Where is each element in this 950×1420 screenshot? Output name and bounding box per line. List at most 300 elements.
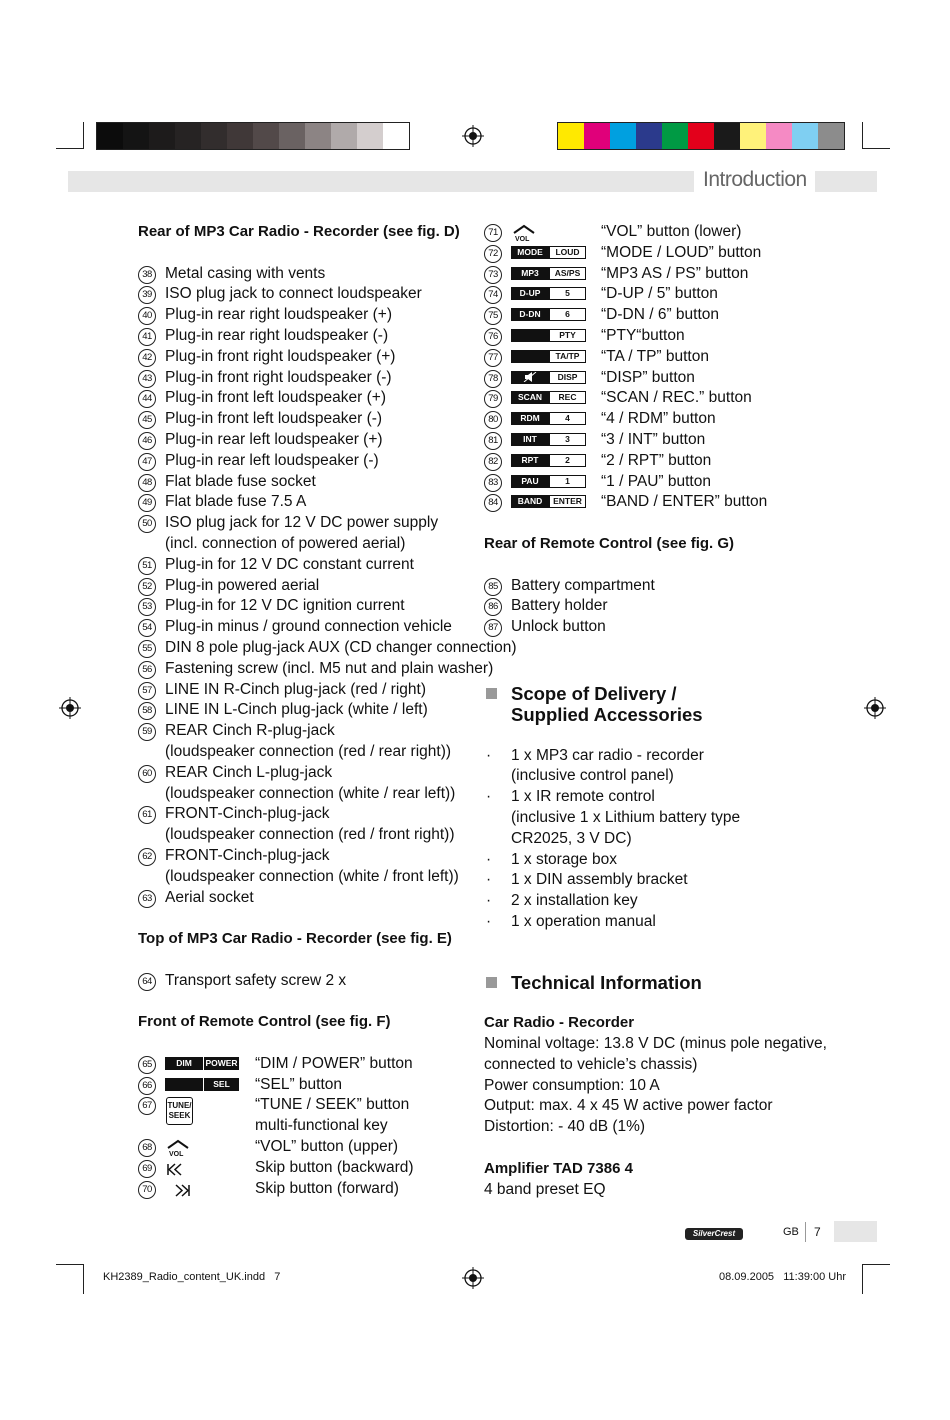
control-item	[484, 347, 884, 368]
item-text: (inclusive 1 x Lithium battery type	[511, 808, 741, 826]
button-label-secondary: REC	[549, 391, 586, 404]
section-title: Introduction	[703, 168, 807, 191]
list-item	[138, 513, 473, 555]
control-text: “MP3 AS / PS” button	[601, 264, 749, 282]
button-label-icon	[511, 350, 586, 363]
button-label-secondary: DISP	[549, 371, 586, 384]
control-text: “PTY“button	[601, 326, 685, 344]
control-item	[484, 430, 884, 451]
color-swatch	[688, 123, 714, 149]
control-item	[484, 492, 884, 513]
control-text: “1 / PAU” button	[601, 472, 711, 490]
control-text: “VOL” button (lower)	[601, 223, 742, 240]
item-number: 84	[484, 494, 502, 512]
item-text: Battery compartment	[511, 576, 655, 594]
item-text-continued: (incl. connection of powered aerial)	[165, 534, 406, 552]
control-item	[484, 243, 884, 264]
button-label-primary	[165, 1078, 203, 1091]
button-label-icon	[511, 495, 586, 508]
control-text: “SEL” button	[255, 1075, 343, 1093]
list-item	[138, 284, 473, 305]
button-label-primary: MP3	[511, 267, 549, 280]
list-item	[138, 617, 473, 638]
button-label-icon	[511, 475, 586, 488]
page-divider	[805, 1222, 806, 1242]
item-text: ISO plug jack for 12 V DC power supply	[165, 514, 439, 532]
registration-mark-icon	[59, 697, 81, 719]
button-label-primary: MODE	[511, 246, 549, 259]
gray-swatch	[227, 123, 253, 149]
gray-swatch	[123, 123, 149, 149]
control-text: “TA / TP” button	[601, 347, 709, 365]
gray-swatch	[305, 123, 331, 149]
item-number: 73	[484, 266, 502, 284]
button-label-primary	[511, 329, 549, 342]
item-number: 78	[484, 370, 502, 388]
print-date: 08.09.2005 11:39:00 Uhr	[719, 1271, 847, 1283]
button-label-icon	[511, 433, 586, 446]
item-text: 1 x operation manual	[511, 912, 656, 930]
control-item	[484, 264, 884, 285]
list-item	[138, 409, 473, 430]
item-number: 38	[138, 266, 156, 284]
control-item	[138, 1095, 473, 1137]
list-item	[138, 492, 473, 513]
button-label-icon	[511, 287, 586, 300]
item-number: 86	[484, 598, 502, 616]
item-number: 54	[138, 619, 156, 637]
list-item	[138, 846, 473, 888]
list-item	[138, 763, 473, 805]
item-number: 39	[138, 286, 156, 304]
tech-title-text: Technical Information	[511, 971, 702, 993]
list-item	[484, 850, 884, 871]
item-number: 77	[484, 349, 502, 367]
scope-list	[484, 746, 884, 933]
list-item	[138, 721, 473, 763]
item-text: DIN 8 pole plug-jack AUX (CD changer connection)	[165, 638, 517, 656]
control-item	[484, 368, 884, 389]
file-name: KH2389_Radio_content_UK.indd 7	[103, 1271, 281, 1283]
control-text: “BAND / ENTER” button	[601, 493, 768, 511]
button-label-primary: PAU	[511, 475, 549, 488]
page-number: 7	[814, 1225, 821, 1239]
item-number: 81	[484, 432, 502, 450]
button-label-primary: D-DN	[511, 308, 549, 321]
button-label-primary: RPT	[511, 454, 549, 467]
list-item	[484, 617, 884, 638]
list-item	[138, 305, 473, 326]
bullet-dot: ·	[486, 892, 492, 910]
button-label-icon	[511, 267, 586, 280]
item-number: 62	[138, 848, 156, 866]
crop-mark	[83, 1264, 84, 1294]
control-item	[484, 284, 884, 305]
button-label-icon	[511, 391, 586, 404]
button-label-secondary: 5	[549, 287, 586, 300]
item-number: 59	[138, 723, 156, 741]
item-number: 82	[484, 453, 502, 471]
scope-title	[484, 683, 884, 725]
list-item	[138, 680, 473, 701]
crop-mark	[56, 148, 84, 149]
list-item	[484, 576, 884, 597]
car-radio-specs	[484, 1034, 884, 1138]
item-text-continued: (loudspeaker connection (red / rear right))	[165, 742, 452, 760]
right-column	[484, 222, 884, 1200]
color-swatch-bar	[557, 122, 845, 150]
item-text: Plug-in front left loudspeaker (+)	[165, 389, 386, 407]
item-text: LINE IN L-Cinch plug-jack (white / left)	[165, 701, 428, 719]
bullet-dot: ·	[486, 871, 492, 889]
control-item	[484, 222, 884, 243]
item-number: 75	[484, 307, 502, 325]
registration-mark-icon	[462, 1267, 484, 1289]
button-label-primary: D-UP	[511, 287, 549, 300]
item-text: Plug-in minus / ground connection vehicle	[165, 618, 452, 636]
bullet-dot: ·	[486, 788, 492, 806]
page-number-band	[834, 1221, 877, 1242]
button-label-primary: DIM	[165, 1057, 203, 1070]
skip-backward-icon	[166, 1162, 186, 1175]
gray-swatch	[201, 123, 227, 149]
control-item	[484, 472, 884, 493]
list-item	[138, 888, 473, 909]
item-number: 66	[138, 1077, 156, 1095]
control-text: Skip button (forward)	[255, 1179, 399, 1197]
list-item	[484, 787, 884, 849]
gray-swatch	[149, 123, 175, 149]
item-number: 58	[138, 702, 156, 720]
spec-line: Distortion: - 40 dB (1%)	[484, 1118, 646, 1136]
button-label-secondary: 6	[549, 308, 586, 321]
button-label-icon	[511, 412, 586, 425]
list-item	[138, 596, 473, 617]
square-bullet-icon	[486, 977, 497, 988]
spec-line: Output: max. 4 x 45 W active power factor	[484, 1097, 773, 1115]
item-text: FRONT-Cinch-plug-jack	[165, 846, 330, 864]
item-text: Flat blade fuse socket	[165, 472, 316, 490]
header-band	[68, 171, 694, 192]
crop-mark	[56, 1264, 84, 1265]
heading-rear-remote: Rear of Remote Control (see fig. G)	[484, 534, 735, 552]
button-label-secondary: TA/TP	[549, 350, 586, 363]
item-number: 44	[138, 390, 156, 408]
control-item	[484, 451, 884, 472]
item-text: REAR Cinch L-plug-jack	[165, 763, 333, 781]
list-item	[138, 347, 473, 368]
item-number: 51	[138, 557, 156, 575]
list-item	[138, 638, 517, 659]
item-number: 87	[484, 619, 502, 637]
control-text: “SCAN / REC.” button	[601, 389, 752, 407]
button-label-secondary: AS/PS	[549, 267, 586, 280]
volume-icon	[165, 1138, 191, 1159]
item-number: 67	[138, 1097, 156, 1115]
item-text: REAR Cinch R-plug-jack	[165, 722, 335, 740]
control-text: “3 / INT” button	[601, 430, 706, 448]
scope-title-line: Scope of Delivery /	[511, 682, 677, 704]
item-text: (inclusive control panel)	[511, 767, 674, 785]
item-number: 55	[138, 640, 156, 658]
button-label-primary: RDM	[511, 412, 549, 425]
item-number: 45	[138, 411, 156, 429]
item-number: 42	[138, 349, 156, 367]
button-label-secondary: 4	[549, 412, 586, 425]
control-item	[484, 388, 884, 409]
crop-mark	[862, 1264, 890, 1265]
control-text: “D-UP / 5” button	[601, 285, 718, 303]
item-text-continued: (loudspeaker connection (white / rear left))	[165, 784, 456, 802]
control-text: “D-DN / 6” button	[601, 306, 720, 324]
item-number: 60	[138, 765, 156, 783]
list-item	[138, 264, 473, 285]
item-number: 43	[138, 370, 156, 388]
list-item	[138, 451, 473, 472]
item-text: LINE IN R-Cinch plug-jack (red / right)	[165, 680, 426, 698]
color-swatch	[558, 123, 584, 149]
tech-title	[484, 972, 884, 993]
button-label-primary: BAND	[511, 495, 549, 508]
item-text: 1 x storage box	[511, 850, 617, 868]
list-item	[484, 870, 884, 891]
control-text: “4 / RDM” button	[601, 410, 716, 428]
heading-top-radio: Top of MP3 Car Radio - Recorder (see fig. E)	[138, 930, 452, 948]
item-number: 49	[138, 494, 156, 512]
list-item	[138, 971, 473, 992]
control-list	[484, 222, 884, 513]
control-item	[138, 1137, 473, 1158]
item-text: 1 x DIN assembly bracket	[511, 871, 688, 889]
skip-forward-icon	[172, 1183, 192, 1196]
button-label-icon	[165, 1078, 240, 1091]
item-number: 64	[138, 973, 156, 991]
color-swatch	[740, 123, 766, 149]
button-label-icon	[511, 329, 586, 342]
front-remote-list	[138, 1054, 473, 1200]
item-text: 1 x MP3 car radio - recorder	[511, 746, 704, 764]
control-item	[484, 326, 884, 347]
item-number: 72	[484, 245, 502, 263]
item-text: 1 x IR remote control	[511, 788, 655, 806]
item-number: 48	[138, 474, 156, 492]
list-item	[484, 912, 884, 933]
item-number: 46	[138, 432, 156, 450]
item-number: 80	[484, 411, 502, 429]
square-bullet-icon	[486, 688, 497, 699]
amplifier-specs	[484, 1180, 884, 1201]
color-swatch	[584, 123, 610, 149]
item-text: Metal casing with vents	[165, 264, 326, 282]
gray-swatch	[97, 123, 123, 149]
button-label-secondary: PTY	[549, 329, 586, 342]
crop-mark	[83, 122, 84, 149]
crop-mark	[862, 122, 863, 149]
color-swatch	[818, 123, 844, 149]
color-swatch	[662, 123, 688, 149]
item-number: 74	[484, 286, 502, 304]
control-text: “DIM / POWER” button	[255, 1054, 413, 1072]
heading-rear-radio: Rear of MP3 Car Radio - Recorder (see fig. D)	[138, 223, 460, 240]
item-text: Flat blade fuse 7.5 A	[165, 493, 307, 511]
control-text: Skip button (backward)	[255, 1158, 414, 1176]
item-number: 85	[484, 578, 502, 596]
item-number: 56	[138, 661, 156, 679]
item-number: 68	[138, 1139, 156, 1157]
item-text: 2 x installation key	[511, 892, 638, 910]
item-text: Plug-in powered aerial	[165, 576, 320, 594]
color-swatch	[714, 123, 740, 149]
rear-remote-list	[484, 576, 884, 638]
control-text-continued: multi-functional key	[255, 1117, 388, 1135]
button-label-secondary: 1	[549, 475, 586, 488]
item-text-continued: (loudspeaker connection (red / front right))	[165, 826, 455, 844]
item-number: 65	[138, 1056, 156, 1074]
item-number: 53	[138, 598, 156, 616]
list-item	[138, 804, 473, 846]
button-label-secondary: ENTER	[549, 495, 586, 508]
item-number: 52	[138, 578, 156, 596]
spec-line: Nominal voltage: 13.8 V DC (minus pole negative,	[484, 1035, 827, 1053]
color-swatch	[636, 123, 662, 149]
spec-line: connected to vehicle’s chassis)	[484, 1055, 698, 1073]
button-label-primary: INT	[511, 433, 549, 446]
item-text: Plug-in rear right loudspeaker (+)	[165, 306, 393, 324]
item-text-continued: (loudspeaker connection (white / front left))	[165, 867, 459, 885]
list-item	[484, 746, 884, 788]
item-text: Plug-in front right loudspeaker (-)	[165, 368, 392, 386]
bullet-dot: ·	[486, 912, 492, 930]
heading-car-radio: Car Radio - Recorder	[484, 1014, 635, 1032]
item-number: 50	[138, 515, 156, 533]
registration-mark-icon	[462, 125, 484, 147]
brand-logo: SilverCrest	[685, 1228, 743, 1240]
list-item	[138, 388, 473, 409]
item-text: Transport safety screw 2 x	[165, 971, 347, 989]
button-label-secondary: 3	[549, 433, 586, 446]
item-text: Plug-in for 12 V DC ignition current	[165, 597, 405, 615]
volume-icon-label: VOL	[515, 236, 530, 243]
gray-swatch	[331, 123, 357, 149]
gray-swatch-bar	[96, 122, 410, 150]
list-item	[484, 596, 884, 617]
button-label-secondary: LOUD	[549, 246, 586, 259]
button-label-icon	[511, 371, 586, 384]
header-band-right	[815, 171, 877, 192]
gray-swatch	[383, 123, 409, 149]
heading-front-remote: Front of Remote Control (see fig. F)	[138, 1013, 391, 1031]
volume-icon	[511, 223, 537, 241]
volume-icon-label: VOL	[169, 1151, 184, 1159]
button-label-icon	[165, 1057, 240, 1070]
tune-seek-icon: TUNE/ SEEK	[166, 1097, 193, 1125]
list-item	[138, 430, 473, 451]
item-text: Plug-in rear left loudspeaker (-)	[165, 451, 379, 469]
button-label-secondary: POWER	[203, 1057, 239, 1070]
list-item	[138, 326, 473, 347]
control-item	[138, 1075, 473, 1096]
item-text: FRONT-Cinch-plug-jack	[165, 805, 330, 823]
item-number: 70	[138, 1181, 156, 1199]
list-item	[138, 472, 473, 493]
item-number: 47	[138, 453, 156, 471]
list-item	[138, 576, 473, 597]
control-item	[484, 409, 884, 430]
control-item	[484, 305, 884, 326]
mute-icon	[523, 372, 537, 382]
item-text: Plug-in for 12 V DC constant current	[165, 555, 414, 573]
language-code: GB	[783, 1226, 799, 1238]
bullet-dot: ·	[486, 850, 492, 868]
item-text: Plug-in rear left loudspeaker (+)	[165, 430, 383, 448]
button-label-primary	[511, 350, 549, 363]
color-swatch	[766, 123, 792, 149]
control-item	[138, 1158, 473, 1179]
item-text: Unlock button	[511, 618, 606, 636]
item-number: 61	[138, 806, 156, 824]
list-item	[138, 368, 473, 389]
control-text: “MODE / LOUD” button	[601, 243, 762, 261]
control-text: “DISP” button	[601, 368, 695, 386]
button-label-secondary: SEL	[203, 1078, 239, 1091]
list-item	[484, 891, 884, 912]
control-text: “2 / RPT” button	[601, 451, 712, 469]
item-number: 40	[138, 307, 156, 325]
item-text: Fastening screw (incl. M5 nut and plain washer)	[165, 659, 494, 677]
list-item	[138, 659, 494, 680]
list-item	[138, 700, 473, 721]
item-text: Battery holder	[511, 597, 608, 615]
control-item	[138, 1179, 473, 1200]
item-number: 69	[138, 1160, 156, 1178]
item-text: CR2025, 3 V DC)	[511, 829, 632, 847]
button-label-primary	[511, 371, 549, 384]
item-number: 63	[138, 890, 156, 908]
gray-swatch	[279, 123, 305, 149]
item-text: Plug-in rear right loudspeaker (-)	[165, 326, 389, 344]
gray-swatch	[253, 123, 279, 149]
scope-title-line: Supplied Accessories	[511, 703, 703, 725]
button-label-icon	[511, 454, 586, 467]
item-number: 79	[484, 390, 502, 408]
item-number: 83	[484, 474, 502, 492]
item-text: Plug-in front left loudspeaker (-)	[165, 410, 383, 428]
crop-mark	[862, 148, 890, 149]
button-label-secondary: 2	[549, 454, 586, 467]
item-text: Plug-in front right loudspeaker (+)	[165, 347, 396, 365]
item-number: 57	[138, 682, 156, 700]
button-label-icon	[511, 308, 586, 321]
control-text: “TUNE / SEEK” button	[255, 1096, 410, 1114]
color-swatch	[792, 123, 818, 149]
heading-amplifier: Amplifier TAD 7386 4	[484, 1159, 633, 1177]
control-item	[138, 1054, 473, 1075]
spec-line: 4 band preset EQ	[484, 1180, 606, 1198]
button-label-primary: SCAN	[511, 391, 549, 404]
spec-line: Power consumption: 10 A	[484, 1076, 660, 1094]
gray-swatch	[175, 123, 201, 149]
list-item	[138, 555, 473, 576]
item-text: ISO plug jack to connect loudspeaker	[165, 285, 422, 303]
crop-mark	[862, 1264, 863, 1294]
bullet-dot: ·	[486, 746, 492, 764]
item-number: 41	[138, 328, 156, 346]
item-number: 71	[484, 224, 502, 242]
control-text: “VOL” button (upper)	[255, 1138, 399, 1156]
gray-swatch	[357, 123, 383, 149]
item-text: Aerial socket	[165, 888, 254, 906]
item-number: 76	[484, 328, 502, 346]
